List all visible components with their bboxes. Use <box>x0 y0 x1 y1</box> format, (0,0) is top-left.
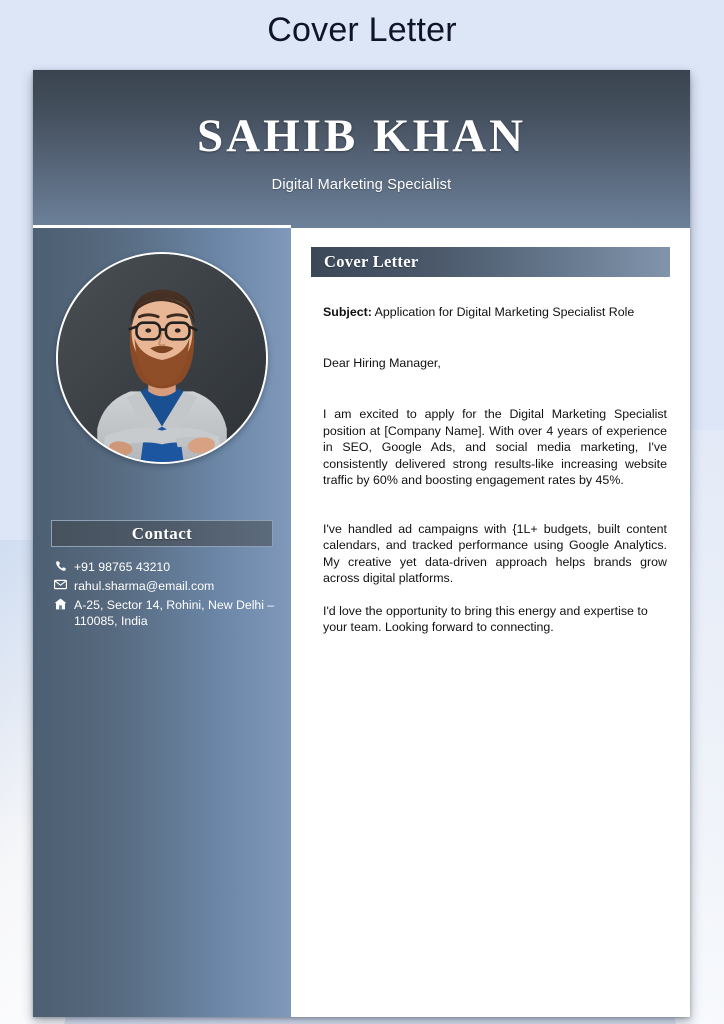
contact-item-email <box>51 578 277 594</box>
letter-paragraph-1: I am excited to apply for the Digital Marketing Specialist position at [Company Name]. With over 4 years of experience in SEO, Google Ads, and social media marketing, I've consistently delivered strong results-like increasing website traffic by 60% and boosting engagement rates by 45%. <box>323 407 667 487</box>
contact-list <box>47 559 277 632</box>
candidate-role: Digital Marketing Specialist <box>271 177 452 193</box>
letter-subject-label: Subject: <box>323 305 372 319</box>
letter-subject <box>323 304 667 320</box>
contact-item-address <box>51 597 277 629</box>
home-icon <box>51 597 70 610</box>
contact-item-phone <box>51 559 277 575</box>
contact-phone-value: +91 98765 43210 <box>74 560 171 574</box>
document-body <box>33 228 690 1017</box>
main-content <box>291 228 690 1017</box>
phone-icon <box>51 559 70 572</box>
letter-paragraph-3: I'd love the opportunity to bring this energy and expertise to your team. Looking forward to connecting. <box>323 603 648 634</box>
portrait-photo <box>58 254 266 462</box>
section-header-label: Cover Letter <box>324 252 419 271</box>
candidate-name: SAHIB KHAN <box>196 110 527 162</box>
contact-address-value: A-25, Sector 14, Rohini, New Delhi – 110085, India <box>74 598 275 628</box>
section-header-cover-letter <box>311 247 670 277</box>
page-title: Cover Letter <box>267 11 457 49</box>
letter-body <box>311 304 670 636</box>
contact-email-value: rahul.sharma@email.com <box>74 579 215 593</box>
letter-salutation: Dear Hiring Manager, <box>323 356 441 370</box>
document-header <box>33 70 690 228</box>
avatar <box>56 252 268 464</box>
letter-subject-text: Application for Digital Marketing Specialist Role <box>371 305 635 319</box>
email-icon <box>51 578 70 590</box>
contact-heading <box>51 520 273 547</box>
contact-heading-label: Contact <box>131 523 193 543</box>
letter-paragraph-2: I've handled ad campaigns with {1L+ budgets, built content calendars, and tracked performance using Google Analytics. My creative yet data-driven approach helps brands grow across digital platforms. <box>323 521 667 585</box>
header-divider <box>33 225 291 228</box>
resume-document <box>33 70 690 1017</box>
sidebar <box>33 228 291 1017</box>
